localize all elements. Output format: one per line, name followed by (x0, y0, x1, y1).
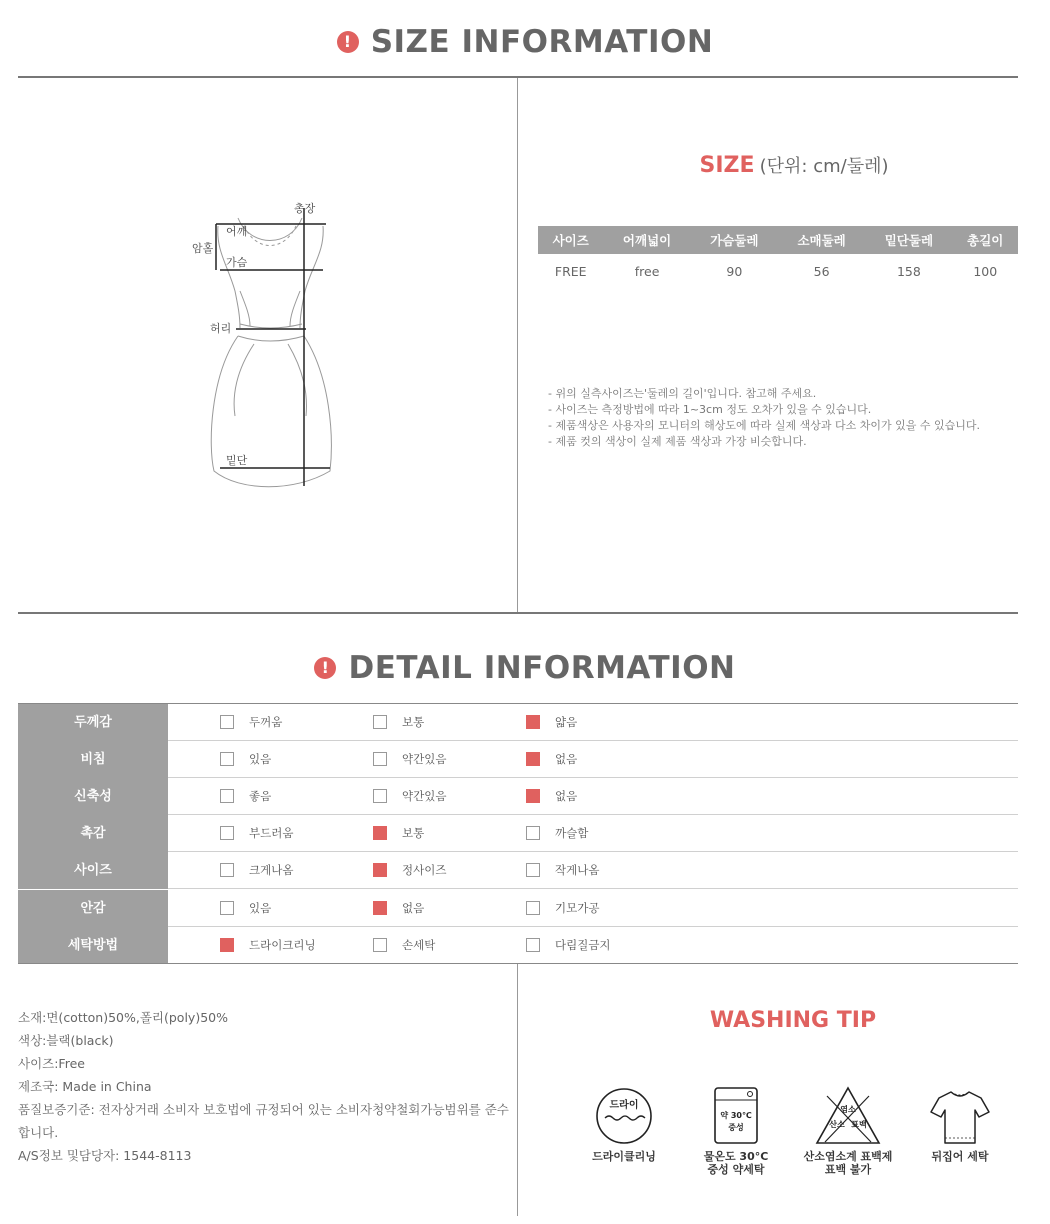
no-bleach-icon (813, 1086, 883, 1146)
note-line: - 제품색상은 사용자의 모니터의 해상도에 따라 실제 색상과 다소 차이가 있을 수 있습니다. (548, 419, 980, 432)
wash-caption (681, 1150, 791, 1176)
info-line: 품질보증기준: 전자상거래 소비자 보호법에 규정되어 있는 소비자청약철회가능범위를 준수합니다. (18, 1102, 509, 1140)
detail-option-label: 얇음 (555, 715, 578, 729)
waist-label: 허리 (210, 322, 232, 335)
alert-icon: ! (314, 657, 336, 679)
divider (18, 963, 1018, 964)
unchecked-box-icon (526, 901, 540, 915)
detail-option-label: 없음 (402, 900, 425, 915)
detail-option-label: 약간있음 (402, 752, 447, 767)
water-temp-text: 중성 (728, 1123, 744, 1132)
checked-box-icon (373, 826, 387, 840)
checked-box-icon (220, 938, 234, 952)
info-line: 소재:면(cotton)50%,폴리(poly)50% (18, 1010, 228, 1025)
table-row (18, 852, 1018, 889)
detail-option-label: 보통 (402, 826, 425, 841)
wash-item (905, 1086, 1015, 1163)
wash-item (681, 1086, 791, 1176)
info-line: 사이즈:Free (18, 1056, 85, 1071)
detail-row-label: 두께감 (18, 704, 168, 741)
shoulder-label: 어깨 (226, 225, 248, 238)
detail-option-label: 까슬함 (555, 826, 589, 841)
note-line: - 제품 컷의 색상이 실제 제품 색상과 가장 비슷합니다. (548, 435, 807, 448)
detail-option-label: 있음 (249, 900, 272, 915)
size-table (538, 226, 1018, 288)
detail-option-label: 크게나옴 (249, 863, 294, 878)
caption-line: 산소염소계 표백제 (803, 1150, 893, 1163)
water-temp-icon (705, 1086, 767, 1146)
armhole-label: 암홀 (192, 242, 214, 255)
caption-line: 물온도 30°C (703, 1150, 769, 1163)
size-notes (548, 386, 980, 450)
checked-box-icon (373, 901, 387, 915)
checked-box-icon (526, 715, 540, 729)
size-cell: FREE (554, 263, 587, 279)
detail-option-label: 정사이즈 (402, 863, 447, 878)
caption-line: 표백 불가 (824, 1163, 872, 1176)
size-col-header: 밑단둘레 (865, 226, 952, 254)
size-cell: free (634, 263, 660, 279)
unchecked-box-icon (220, 715, 234, 729)
detail-option-label: 없음 (555, 752, 578, 767)
size-cell: 100 (973, 263, 998, 279)
size-heading-title: SIZE (699, 153, 755, 178)
info-line: 제조국: Made in China (18, 1079, 152, 1094)
divider (18, 76, 1018, 78)
unchecked-box-icon (526, 863, 540, 877)
detail-row-label: 세탁방법 (18, 927, 168, 964)
detail-option-label: 좋음 (249, 789, 272, 804)
unchecked-box-icon (220, 752, 234, 766)
wash-item (569, 1086, 679, 1163)
size-section-title (0, 24, 1050, 60)
wash-caption (905, 1150, 1015, 1163)
table-row (18, 741, 1018, 778)
size-col-header: 가슴둘레 (691, 226, 778, 254)
detail-section-title (0, 650, 1050, 686)
table-row (538, 254, 1018, 288)
detail-option-label: 두꺼움 (249, 715, 283, 729)
detail-option-label: 있음 (249, 752, 272, 767)
unchecked-box-icon (373, 715, 387, 729)
size-table-header (538, 226, 1018, 254)
dry-clean-icon (593, 1086, 655, 1146)
caption-line: 중성 약세탁 (707, 1163, 765, 1176)
checked-box-icon (373, 863, 387, 877)
info-line: A/S정보 및담당자: 1544-8113 (18, 1148, 192, 1163)
size-title-text: SIZE INFORMATION (370, 24, 714, 60)
size-cell: 90 (726, 263, 743, 279)
detail-option-label: 부드러움 (249, 826, 294, 841)
unchecked-box-icon (220, 901, 234, 915)
detail-row-label: 비침 (18, 741, 168, 778)
caption-line: 뒤집어 세탁 (931, 1150, 989, 1163)
detail-option-label: 없음 (555, 789, 578, 804)
size-cell: 56 (813, 263, 830, 279)
hem-label: 밑단 (226, 454, 248, 467)
total-length-label: 총장 (294, 202, 316, 215)
caption-line: 드라이클리닝 (592, 1150, 656, 1163)
detail-row-label: 사이즈 (18, 852, 168, 889)
wash-item (793, 1086, 903, 1176)
unchecked-box-icon (526, 826, 540, 840)
size-col-header: 사이즈 (538, 226, 603, 254)
detail-row-label: 촉감 (18, 815, 168, 852)
table-row (18, 704, 1018, 741)
detail-option-label: 다림질금지 (555, 937, 611, 952)
bleach-text: 표백 (851, 1120, 867, 1129)
bleach-text: 염소 (840, 1105, 856, 1114)
unchecked-box-icon (220, 789, 234, 803)
unchecked-box-icon (373, 752, 387, 766)
unchecked-box-icon (373, 789, 387, 803)
unchecked-box-icon (373, 938, 387, 952)
table-row (18, 927, 1018, 964)
divider (18, 612, 1018, 614)
note-line: - 위의 실측사이즈는'둘레의 길이'입니다. 참고해 주세요. (548, 387, 817, 400)
size-heading (518, 152, 1050, 178)
water-temp-text: 약 30℃ (720, 1111, 752, 1120)
unchecked-box-icon (526, 938, 540, 952)
dry-clean-icon-text: 드라이 (609, 1100, 639, 1111)
detail-title-text: DETAIL INFORMATION (348, 650, 736, 686)
table-row (18, 778, 1018, 815)
size-unit: (단위: cm/둘레) (759, 156, 889, 177)
product-info (18, 1006, 513, 1167)
size-col-header: 어깨넓이 (603, 226, 690, 254)
dress-measurement-diagram (180, 196, 350, 496)
detail-row-label: 안감 (18, 890, 168, 927)
checked-box-icon (526, 752, 540, 766)
size-col-header: 소매둘레 (778, 226, 865, 254)
unchecked-box-icon (220, 863, 234, 877)
detail-row-label: 신축성 (18, 778, 168, 815)
detail-option-label: 기모가공 (555, 900, 600, 915)
washing-tip-title: WASHING TIP (709, 1008, 877, 1033)
alert-icon: ! (337, 31, 359, 53)
bleach-text: 산소 (829, 1120, 845, 1129)
detail-option-label: 보통 (402, 715, 425, 729)
checked-box-icon (526, 789, 540, 803)
wash-caption (569, 1150, 679, 1163)
vertical-divider (517, 964, 518, 1216)
chest-label: 가슴 (226, 256, 248, 269)
info-line: 색상:블랙(black) (18, 1033, 114, 1048)
size-col-header: 총길이 (953, 226, 1018, 254)
unchecked-box-icon (220, 826, 234, 840)
wash-caption (793, 1150, 903, 1176)
size-cell: 158 (896, 263, 921, 279)
detail-option-label: 드라이크리닝 (249, 937, 316, 952)
detail-option-label: 손세탁 (402, 937, 436, 952)
inside-out-icon (929, 1086, 991, 1146)
table-row (18, 890, 1018, 927)
detail-option-label: 약간있음 (402, 789, 447, 804)
table-row (18, 815, 1018, 852)
detail-option-label: 작게나옴 (555, 863, 600, 878)
note-line: - 사이즈는 측정방법에 따라 1~3cm 정도 오차가 있을 수 있습니다. (548, 403, 872, 416)
